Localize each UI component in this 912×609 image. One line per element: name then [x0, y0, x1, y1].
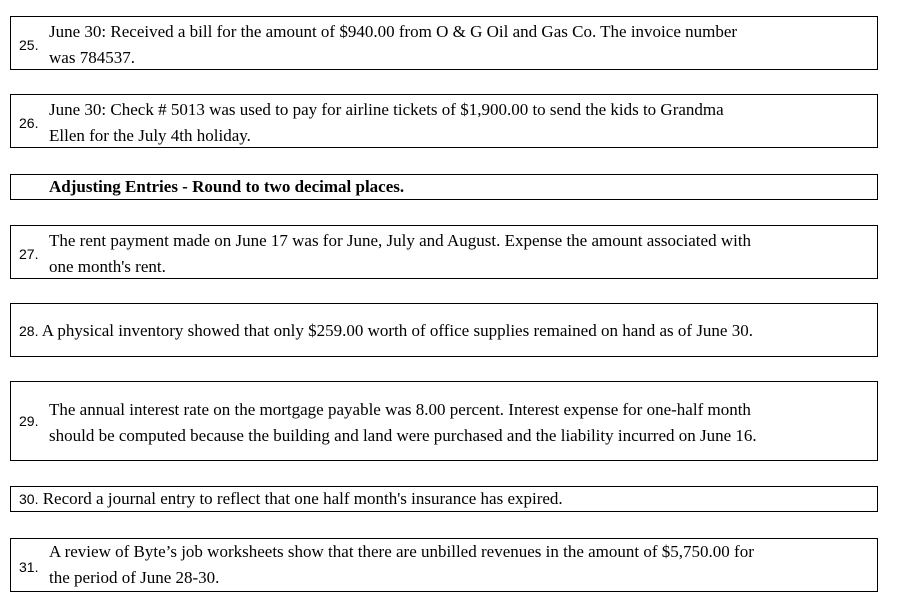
entry-text-line: the period of June 28-30.: [49, 568, 220, 587]
entry-number: 30.: [19, 491, 39, 507]
entry-text-line: should be computed because the building and land were purchased and the liability incurred on June 16.: [49, 426, 757, 445]
entry-text-line: one month's rent.: [49, 257, 166, 276]
entry-number: 29.: [19, 413, 39, 429]
entry-text-line: A review of Byte’s job worksheets show that there are unbilled revenues in the amount of $5,750.00 for: [49, 542, 754, 561]
entry-text-line: The rent payment made on June 17 was for June, July and August. Expense the amount associated with: [49, 231, 752, 250]
entry-text-line: [19, 318, 871, 344]
entry-26: [10, 94, 878, 148]
entry-number: 28.: [19, 323, 39, 339]
entry-number: 26.: [19, 115, 39, 131]
entry-30: [10, 486, 878, 512]
entry-text: Record a journal entry to reflect that one half month's insurance has expired.: [42, 489, 563, 508]
section-heading: Adjusting Entries - Round to two decimal places.: [49, 177, 405, 196]
entry-28: [10, 303, 878, 357]
adjusting-entries-heading-box: [10, 174, 878, 200]
entry-number: 27.: [19, 246, 39, 262]
entry-text-line: Ellen for the July 4th holiday.: [49, 126, 251, 145]
entry-text: A physical inventory showed that only $259.00 worth of office supplies remained on hand as of June 30.: [41, 321, 753, 340]
entry-31: [10, 538, 878, 592]
entry-text-line: [19, 486, 871, 512]
entry-27: [10, 225, 878, 279]
entry-text-line: June 30: Check # 5013 was used to pay for airline tickets of $1,900.00 to send the kids to Grandma: [49, 100, 724, 119]
entry-text-line: was 784537.: [49, 48, 135, 67]
entry-25: [10, 16, 878, 70]
entry-text-line: June 30: Received a bill for the amount of $940.00 from O & G Oil and Gas Co. The invoice number: [49, 22, 738, 41]
entry-number: 25.: [19, 37, 39, 53]
entry-number: 31.: [19, 559, 39, 575]
entry-text-line: The annual interest rate on the mortgage payable was 8.00 percent. Interest expense for one-half month: [49, 400, 751, 419]
entry-29: [10, 381, 878, 461]
